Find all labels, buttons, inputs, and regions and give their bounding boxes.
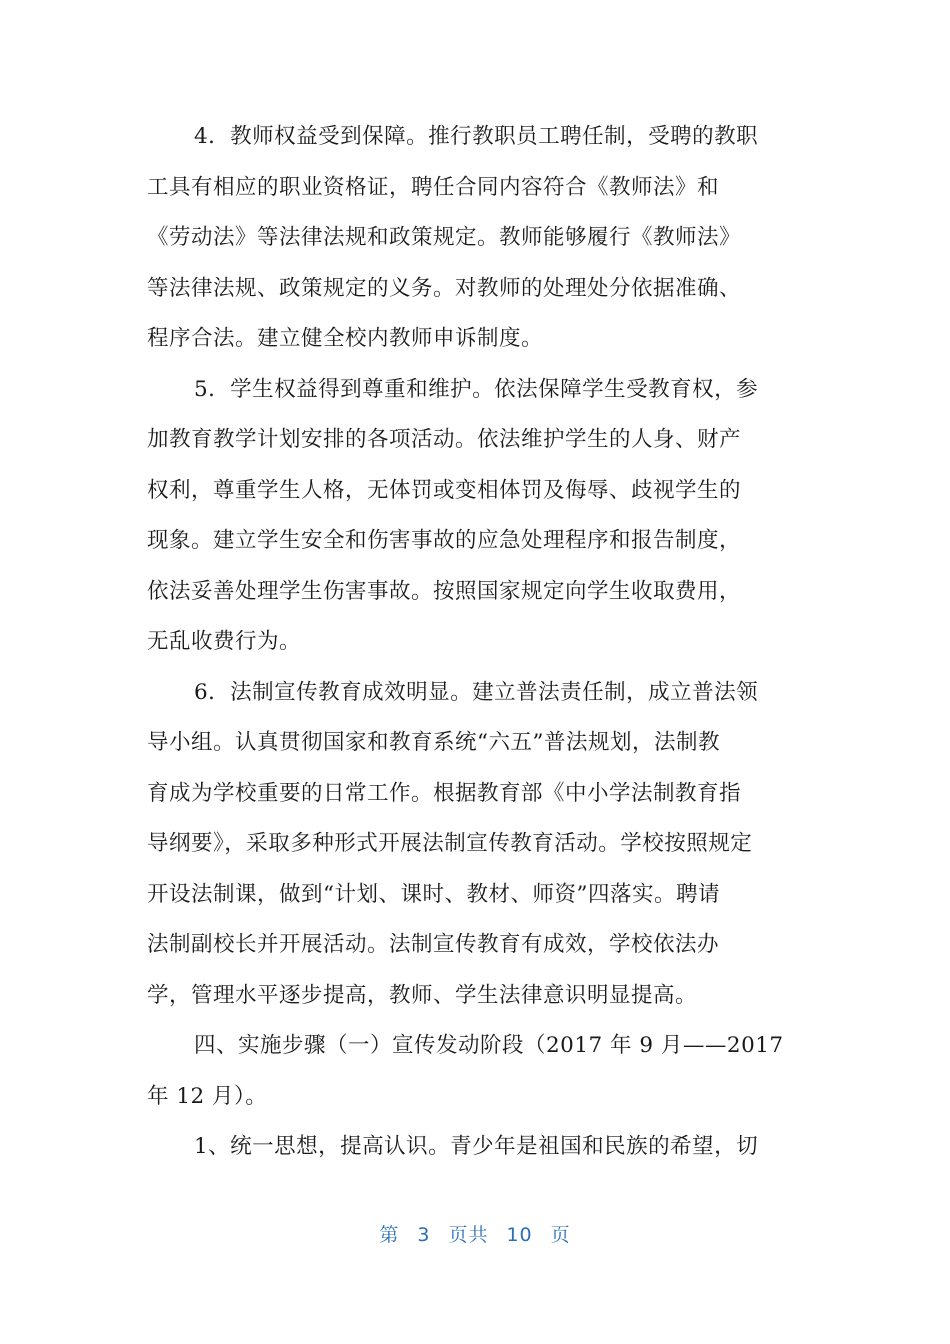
text-line: 程序合法。建立健全校内教师申诉制度。 [147, 326, 544, 351]
text-line: 《劳动法》等法律法规和政策规定。教师能够履行《教师法》 [147, 225, 742, 250]
paragraph-unify-thinking [147, 1122, 807, 1173]
text-line: 无乱收费行为。 [147, 629, 302, 654]
text-line: 导小组。认真贯彻国家和教育系统“六五”普法规划，法制教 [147, 730, 720, 755]
paragraph-teacher-rights [147, 112, 807, 365]
footer-suffix: 页 [550, 1224, 571, 1246]
footer-middle: 页共 [448, 1224, 489, 1246]
text-line: 四、实施步骤（一）宣传发动阶段（2017 年 9 月——2017 [194, 1033, 784, 1058]
text-line: 育成为学校重要的日常工作。根据教育部《中小学法制教育指 [147, 780, 742, 806]
text-line: 等法律法规、政策规定的义务。对教师的处理处分依据准确、 [147, 275, 742, 301]
footer-prefix: 第 [379, 1224, 400, 1246]
text-line: 1、统一思想，提高认识。青少年是祖国和民族的希望，切 [194, 1134, 759, 1159]
page-footer [0, 1220, 950, 1247]
text-line: 年 12 月）。 [147, 1083, 268, 1109]
paragraph-student-rights [147, 365, 807, 668]
text-line: 工具有相应的职业资格证，聘任合同内容符合《教师法》和 [147, 174, 720, 200]
text-line: 6．法制宣传教育成效明显。建立普法责任制，成立普法领 [194, 679, 759, 705]
text-line: 5．学生权益得到尊重和维护。依法保障学生受教育权，参 [194, 376, 759, 402]
text-line: 开设法制课，做到“计划、课时、教材、师资”四落实。聘请 [147, 881, 720, 907]
text-line: 法制副校长并开展活动。法制宣传教育有成效，学校依法办 [147, 932, 720, 957]
text-line: 4．教师权益受到保障。推行教职员工聘任制，受聘的教职 [194, 124, 759, 149]
document-body [147, 112, 807, 1173]
text-line: 现象。建立学生安全和伤害事故的应急处理程序和报告制度， [147, 528, 742, 553]
text-line: 依法妥善处理学生伤害事故。按照国家规定向学生收取费用， [147, 578, 742, 604]
text-line: 导纲要》，采取多种形式开展法制宣传教育活动。学校按照规定 [147, 831, 753, 856]
text-line: 学，管理水平逐步提高，教师、学生法律意识明显提高。 [147, 982, 698, 1008]
paragraph-implementation-steps [147, 1021, 807, 1122]
text-line: 加教育教学计划安排的各项活动。依法维护学生的人身、财产 [147, 427, 742, 452]
paragraph-legal-education [147, 668, 807, 1022]
footer-current-page: 3 [417, 1224, 431, 1246]
text-line: 权利，尊重学生人格，无体罚或变相体罚及侮辱、歧视学生的 [147, 477, 742, 503]
footer-total-pages: 10 [506, 1224, 533, 1246]
